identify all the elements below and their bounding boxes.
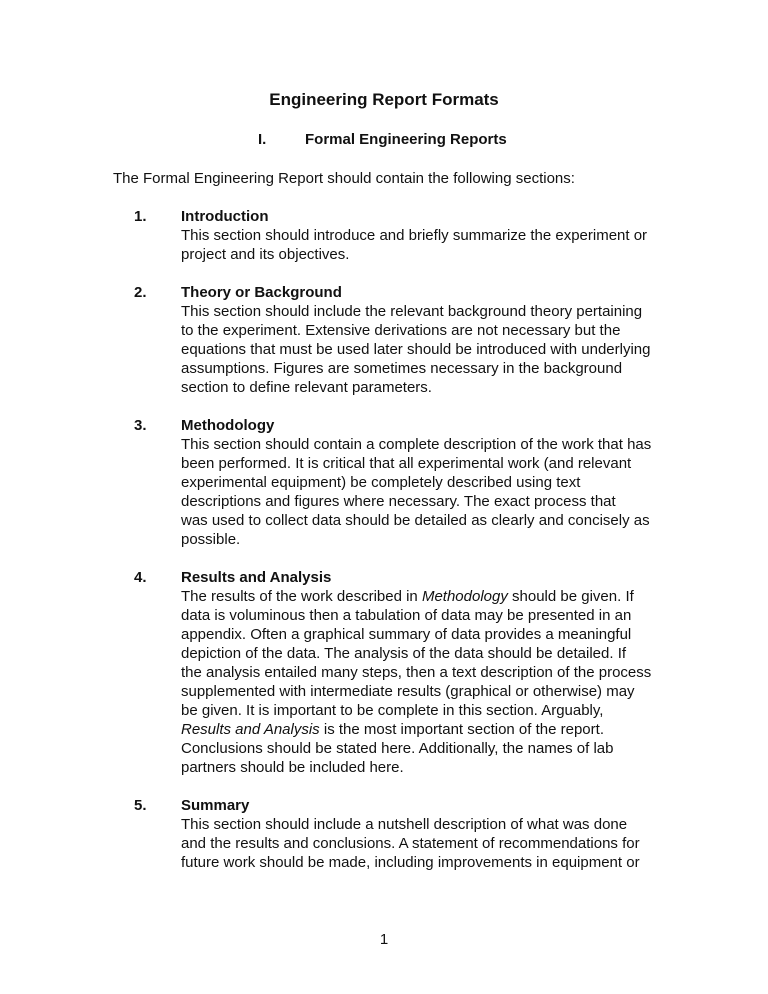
text-line: partners should be included here. [181,759,404,776]
text-line: This section should include the relevant background theory pertaining [181,303,643,320]
section-list [0,207,768,891]
list-item-heading: Summary [181,797,250,814]
text-line: data is voluminous then a tabulation of data may be presented in an [181,607,632,624]
section-heading-text: Formal Engineering Reports [305,131,507,148]
text-line: This section should introduce and briefly summarize the experiment or [181,227,648,244]
list-item-results [0,568,768,777]
page-number: 1 [379,931,389,948]
italic-term: Methodology [421,588,508,605]
intro-paragraph: The Formal Engineering Report should contain the following sections: [113,170,575,187]
text-line: This section should contain a complete description of the work that has [181,436,652,453]
list-item-heading: Theory or Background [181,284,342,301]
list-item-summary [0,796,768,872]
text-run: should be given. If [507,588,634,605]
text-line: Conclusions should be stated here. Additionally, the names of lab [181,740,614,757]
list-item-introduction [0,207,768,264]
list-item-theory [0,283,768,397]
text-line: supplemented with intermediate results (graphical or otherwise) may [181,683,635,700]
text-line: depiction of the data. The analysis of the data should be detailed. If [181,645,627,662]
list-item-body [181,416,661,549]
text-run: is the most important section of the report. [319,721,604,738]
list-item-heading: Methodology [181,417,275,434]
list-item-body [181,283,661,397]
list-item-number: 3. [134,417,147,434]
text-line [181,720,661,739]
text-run: The results of the work described in [181,588,422,605]
list-item-number: 4. [134,569,147,586]
text-line: equations that must be used later should be introduced with underlying [181,341,651,358]
text-line: future work should be made, including improvements in equipment or [181,854,640,871]
text-line [181,587,661,606]
text-line: descriptions and figures where necessary. The exact process that [181,493,616,510]
document-title: Engineering Report Formats [269,90,499,109]
list-item-body [181,796,661,872]
text-line: been performed. It is critical that all experimental work (and relevant [181,455,632,472]
text-line: was used to collect data should be detailed as clearly and concisely as [181,512,650,529]
list-item-body [181,207,661,264]
list-item-heading: Results and Analysis [181,569,332,586]
list-item-number: 5. [134,797,147,814]
text-line: experimental equipment) be completely described using text [181,474,581,491]
text-line: to the experiment. Extensive derivations are not necessary but the [181,322,621,339]
list-item-heading: Introduction [181,208,269,225]
text-line: assumptions. Figures are sometimes necessary in the background [181,360,623,377]
text-line: possible. [181,531,241,548]
text-line: section to define relevant parameters. [181,379,432,396]
list-item-body [181,568,661,777]
section-heading-number: I. [258,131,267,148]
italic-term: Results and Analysis [181,721,320,738]
text-line: project and its objectives. [181,246,350,263]
list-item-number: 1. [134,208,147,225]
text-line: This section should include a nutshell description of what was done [181,816,628,833]
text-line: the analysis entailed many steps, then a text description of the process [181,664,652,681]
text-line: be given. It is important to be complete in this section. Arguably, [181,702,604,719]
text-line: and the results and conclusions. A statement of recommendations for [181,835,640,852]
text-line: appendix. Often a graphical summary of data provides a meaningful [181,626,632,643]
list-item-methodology [0,416,768,549]
list-item-number: 2. [134,284,147,301]
